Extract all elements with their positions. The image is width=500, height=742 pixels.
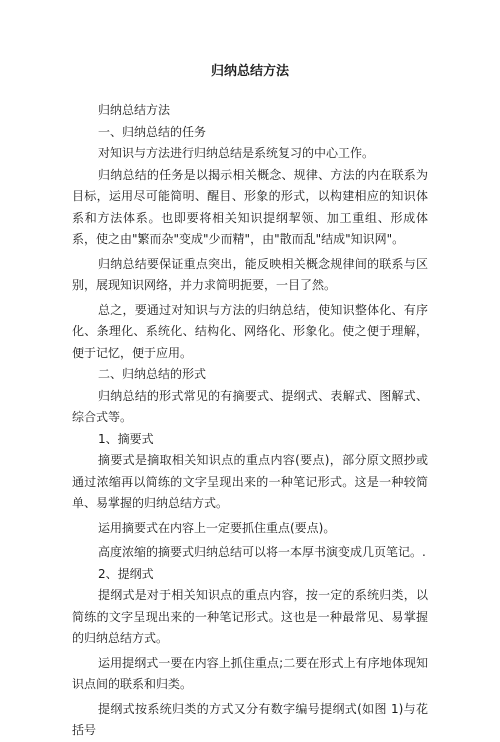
- paragraph: 对知识与方法进行归纳总结是系统复习的中心工作。: [98, 146, 375, 160]
- document-title: 归纳总结方法: [210, 64, 289, 79]
- subsection-heading-outline: 2、提纲式: [98, 566, 154, 581]
- section-heading-forms: 二、归纳总结的形式: [98, 367, 207, 381]
- paragraph: 提纲式是对于相关知识点的重点内容，按一定的系统归类，以简练的文字呈现出来的一种笔记形式。这也是一种最常见、易掌握的归纳总结方式。: [72, 588, 428, 645]
- section-heading-tasks: 一、归纳总结的任务: [98, 124, 207, 139]
- paragraph: 运用摘要式在内容上一定要抓住重点(要点)。: [98, 520, 336, 535]
- paragraph: 运用提纲式一要在内容上抓住重点;二要在形式上有序地体现知识点间的联系和归类。: [72, 655, 428, 691]
- paragraph: 归纳总结要保证重点突出，能反映相关概念规律间的联系与区别，展现知识网络，并力求简明扼要，一目了然。: [72, 256, 428, 292]
- paragraph-heading-main: 归纳总结方法: [98, 103, 171, 117]
- document-body: [72, 100, 428, 742]
- paragraph: 摘要式是摘取相关知识点的重点内容(要点)，部分原文照抄或通过浓缩再以简练的文字呈现出来的一种笔记形式。这是一种较简单、易掌握的归纳总结方式。: [72, 453, 428, 510]
- paragraph: 高度浓缩的摘要式归纳总结可以将一本厚书演变成几页笔记。.: [98, 545, 426, 559]
- paragraph: 总之，要通过对知识与方法的归纳总结，使知识整体化、有序化、条理化、系统化、结构化、网络化、形象化。使之便于理解，便于记忆，便于应用。: [72, 302, 428, 360]
- paragraph: 提纲式按系统归类的方式又分有数字编号提纲式(如图 1)与花括号: [72, 701, 428, 737]
- paragraph: 归纳总结的任务是以揭示相关概念、规律、方法的内在联系为目标，运用尽可能简明、醒目、形象的形式，以构建相应的知识体系和方法体系。也即要将相关知识提纲挈领、加工重组、形成体系，使之由"繁而杂"变成"少而精"，由"散而乱"结成"知识网"。: [72, 167, 428, 246]
- subsection-heading-summary: 1、摘要式: [98, 431, 154, 446]
- paragraph: 归纳总结的形式常见的有摘要式、提纲式、表解式、图解式、综合式等。: [72, 388, 428, 424]
